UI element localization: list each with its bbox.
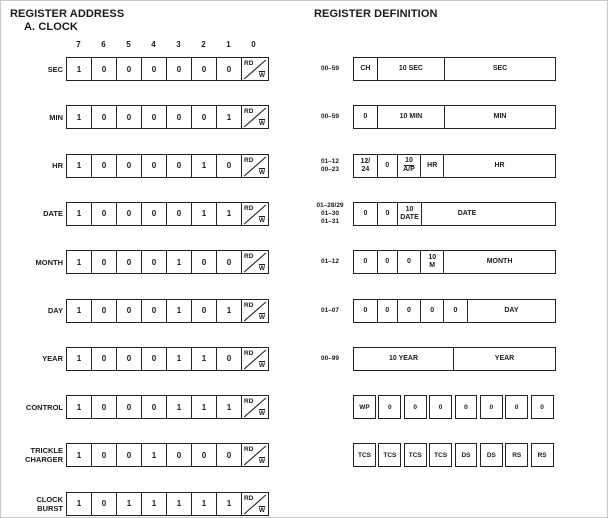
- definition-field: 0: [444, 300, 468, 322]
- register-address-box: [66, 347, 269, 371]
- register-definition-box: [353, 347, 556, 371]
- address-bit-cell: 0: [142, 155, 167, 177]
- definition-field: MONTH: [486, 258, 513, 266]
- register-address-box: [66, 492, 269, 516]
- address-bit-cell: 1: [217, 396, 242, 418]
- address-bit-cell: 0: [117, 58, 142, 80]
- w-label: $\overline{W}$: [258, 72, 265, 79]
- address-bit-cell: 0: [167, 106, 192, 128]
- address-bit-cell: 0: [92, 444, 117, 466]
- w-label: $\overline{W}$: [258, 313, 265, 321]
- address-bit-cell: 1: [117, 493, 142, 515]
- address-bit-cell: 1: [167, 251, 192, 273]
- rd-label: RD: [244, 398, 254, 406]
- field-bottom-text: A/P: [403, 166, 415, 174]
- register-definition-box: [353, 299, 556, 323]
- read-write-bit-cell: [242, 300, 268, 322]
- address-bit-cell: 1: [67, 396, 92, 418]
- definition-bit-box: DS: [480, 443, 503, 467]
- definition-bit-box: 0: [378, 395, 401, 419]
- definition-bit-box: 0: [455, 395, 478, 419]
- address-bit-cell: 1: [67, 155, 92, 177]
- address-bit-cell: 0: [142, 348, 167, 370]
- rd-label: RD: [244, 301, 254, 309]
- definition-field: 12/ 24: [354, 155, 378, 177]
- value-range-label: 00–99: [320, 354, 340, 362]
- address-bit-cell: 0: [92, 251, 117, 273]
- address-bit-cell: 0: [217, 251, 242, 273]
- value-range-label: 00–59: [320, 65, 340, 72]
- bit-label-3: 3: [176, 40, 181, 49]
- bit-label-5: 5: [126, 40, 131, 49]
- rd-label: RD: [244, 349, 254, 357]
- value-range-label: 01–12: [320, 258, 340, 266]
- w-label: $\overline{W}$: [258, 410, 265, 418]
- register-definition-box: [353, 202, 556, 226]
- address-bit-cell: 0: [192, 444, 217, 466]
- definition-field: DAY: [504, 306, 519, 314]
- register-address-box: [66, 105, 269, 129]
- address-bit-cell: 0: [192, 251, 217, 273]
- rd-label: RD: [244, 156, 254, 164]
- w-label: $\overline{W}$: [258, 120, 265, 128]
- definition-field: 10 MIN: [378, 106, 445, 128]
- definition-bit-box: TCS: [429, 443, 452, 467]
- bit-label-2: 2: [201, 40, 206, 49]
- row-label: MONTH: [35, 257, 63, 267]
- read-write-bit-cell: [242, 58, 268, 80]
- address-bit-cell: 1: [217, 203, 242, 225]
- address-bit-cell: 1: [167, 493, 192, 515]
- row-label: TRICKLE CHARGER: [25, 446, 63, 465]
- address-bit-cell: 1: [192, 396, 217, 418]
- definition-field: 0: [354, 251, 378, 273]
- read-write-bit-cell: [242, 251, 268, 273]
- definition-field: DATE: [457, 209, 477, 217]
- address-bit-cell: 0: [167, 444, 192, 466]
- address-bit-cell: 1: [192, 155, 217, 177]
- definition-field: 0: [354, 106, 378, 128]
- register-address-box: [66, 202, 269, 226]
- register-address-box: [66, 395, 269, 419]
- address-bit-cell: 1: [167, 348, 192, 370]
- definition-bit-box: RS: [505, 443, 528, 467]
- bit-label-7: 7: [76, 40, 81, 49]
- definition-field: HR: [421, 155, 444, 177]
- address-bit-cell: 0: [217, 155, 242, 177]
- address-bit-cell: 0: [117, 251, 142, 273]
- definition-field: YEAR: [494, 354, 515, 362]
- w-label: $\overline{W}$: [258, 506, 265, 514]
- address-bit-cell: 1: [67, 300, 92, 322]
- address-bit-cell: 0: [92, 300, 117, 322]
- bit-label-0: 0: [251, 40, 256, 49]
- definition-field: 10 DATE: [398, 203, 422, 225]
- w-label: $\overline{W}$: [258, 168, 265, 176]
- definition-bit-box: RS: [531, 443, 554, 467]
- read-write-bit-cell: [242, 155, 268, 177]
- address-bit-cell: 0: [117, 444, 142, 466]
- rd-label: RD: [244, 446, 254, 454]
- address-bit-cell: 1: [142, 493, 167, 515]
- w-label: $\overline{W}$: [258, 361, 265, 369]
- address-bit-cell: 0: [117, 106, 142, 128]
- clock-subtitle: A. CLOCK: [24, 21, 78, 33]
- address-bit-cell: 0: [117, 396, 142, 418]
- rd-label: RD: [244, 494, 254, 502]
- address-bit-cell: 0: [217, 444, 242, 466]
- row-label: DAY: [47, 306, 63, 315]
- rd-label: RD: [244, 108, 254, 116]
- address-bit-cell: 0: [117, 155, 142, 177]
- read-write-bit-cell: [242, 203, 268, 225]
- read-write-bit-cell: [242, 348, 268, 370]
- register-definition-box: [353, 57, 556, 81]
- register-definition-box: [353, 154, 556, 178]
- address-bit-cell: 0: [92, 155, 117, 177]
- address-bit-cell: 0: [92, 348, 117, 370]
- definition-bit-box: DS: [455, 443, 478, 467]
- stacked-field: [402, 157, 416, 174]
- definition-field: 0: [354, 300, 378, 322]
- row-label: SEC: [47, 64, 63, 74]
- address-bit-cell: 1: [192, 203, 217, 225]
- definition-field: 10 SEC: [378, 58, 445, 80]
- register-address-box: [66, 57, 269, 81]
- address-bit-cell: 1: [67, 348, 92, 370]
- address-bit-cell: 1: [67, 251, 92, 273]
- rd-label: RD: [244, 204, 254, 212]
- definition-field: 0: [354, 203, 378, 225]
- address-bit-cell: 0: [142, 58, 167, 80]
- address-bit-cell: 1: [142, 444, 167, 466]
- address-bit-cell: 0: [167, 203, 192, 225]
- register-address-box: [66, 154, 269, 178]
- definition-bit-box: 0: [531, 395, 554, 419]
- definition-field: 0: [398, 300, 422, 322]
- address-bit-cell: 1: [67, 493, 92, 515]
- address-bit-cell: 0: [192, 106, 217, 128]
- definition-field: HR: [494, 161, 505, 169]
- value-range-label: 01–12 00–23: [320, 157, 340, 173]
- definition-field: 10 YEAR: [354, 348, 454, 370]
- address-bit-cell: 0: [142, 203, 167, 225]
- address-bit-cell: 1: [217, 106, 242, 128]
- definition-field: SEC: [492, 65, 508, 72]
- definition-field: 10 M: [421, 251, 444, 273]
- address-bit-cell: 0: [217, 58, 242, 80]
- definition-bit-box: WP: [353, 395, 376, 419]
- address-bit-cell: 1: [217, 493, 242, 515]
- register-address-title: REGISTER ADDRESS: [10, 8, 125, 20]
- address-bit-cell: 1: [167, 300, 192, 322]
- bit-label-1: 1: [226, 40, 231, 49]
- address-bit-cell: 1: [67, 203, 92, 225]
- definition-field: 0: [378, 300, 398, 322]
- bit-label-4: 4: [151, 40, 156, 49]
- value-range-label: 01–28/29 01–30 01–31: [316, 201, 344, 225]
- w-label: $\overline{W}$: [258, 265, 265, 273]
- definition-field: 0: [398, 251, 422, 273]
- definition-field: 0: [378, 203, 398, 225]
- definition-bit-box: 0: [404, 395, 427, 419]
- address-bit-cell: 0: [92, 106, 117, 128]
- address-bit-cell: 1: [67, 444, 92, 466]
- definition-field: 0: [378, 155, 398, 177]
- row-label: HR: [52, 161, 63, 171]
- register-definition-bits: [353, 443, 556, 467]
- address-bit-cell: 1: [192, 348, 217, 370]
- definition-field: 0: [421, 300, 444, 322]
- row-label: MIN: [49, 112, 63, 122]
- address-bit-cell: 0: [92, 58, 117, 80]
- w-label: $\overline{W}$: [258, 216, 265, 224]
- read-write-bit-cell: [242, 396, 268, 418]
- definition-bit-box: 0: [505, 395, 528, 419]
- definition-field: 0: [378, 251, 398, 273]
- address-bit-cell: 0: [92, 203, 117, 225]
- address-bit-cell: 0: [167, 58, 192, 80]
- row-label: YEAR: [42, 354, 63, 364]
- bit-label-6: 6: [101, 40, 106, 49]
- address-bit-cell: 0: [192, 58, 217, 80]
- address-bit-cell: 0: [92, 396, 117, 418]
- read-write-bit-cell: [242, 493, 268, 515]
- address-bit-cell: 0: [167, 155, 192, 177]
- definition-field: CH: [354, 58, 378, 80]
- read-write-bit-cell: [242, 106, 268, 128]
- address-bit-cell: 0: [217, 348, 242, 370]
- address-bit-cell: 0: [92, 493, 117, 515]
- register-definition-bits: [353, 395, 556, 419]
- definition-bit-box: TCS: [378, 443, 401, 467]
- field-top-text: 10: [405, 157, 413, 165]
- address-bit-cell: 0: [117, 203, 142, 225]
- row-label: DATE: [43, 209, 63, 219]
- register-address-box: [66, 299, 269, 323]
- address-bit-cell: 1: [67, 106, 92, 128]
- address-bit-cell: 0: [142, 251, 167, 273]
- address-bit-cell: 1: [167, 396, 192, 418]
- row-label: CLOCK BURST: [36, 494, 63, 513]
- address-bit-cell: 0: [117, 348, 142, 370]
- definition-field: [398, 155, 422, 177]
- register-definition-box: [353, 250, 556, 274]
- address-bit-cell: 1: [67, 58, 92, 80]
- w-label: $\overline{W}$: [258, 458, 265, 466]
- register-definition-box: [353, 105, 556, 129]
- read-write-bit-cell: [242, 444, 268, 466]
- row-label: CONTROL: [25, 402, 63, 412]
- register-address-box: [66, 443, 269, 467]
- definition-bit-box: TCS: [353, 443, 376, 467]
- value-range-label: 00–59: [320, 113, 340, 121]
- definition-field: MIN: [493, 113, 507, 121]
- register-definition-title: REGISTER DEFINITION: [314, 8, 438, 20]
- value-range-label: 01–07: [320, 306, 340, 314]
- address-bit-cell: 0: [142, 300, 167, 322]
- address-bit-cell: 1: [217, 300, 242, 322]
- rd-label: RD: [244, 253, 254, 261]
- rd-label: RD: [244, 60, 254, 67]
- address-bit-cell: 0: [142, 106, 167, 128]
- address-bit-cell: 0: [192, 300, 217, 322]
- register-address-box: [66, 250, 269, 274]
- address-bit-cell: 0: [142, 396, 167, 418]
- definition-bit-box: TCS: [404, 443, 427, 467]
- definition-bit-box: 0: [429, 395, 452, 419]
- definition-bit-box: 0: [480, 395, 503, 419]
- address-bit-cell: 1: [192, 493, 217, 515]
- address-bit-cell: 0: [117, 300, 142, 322]
